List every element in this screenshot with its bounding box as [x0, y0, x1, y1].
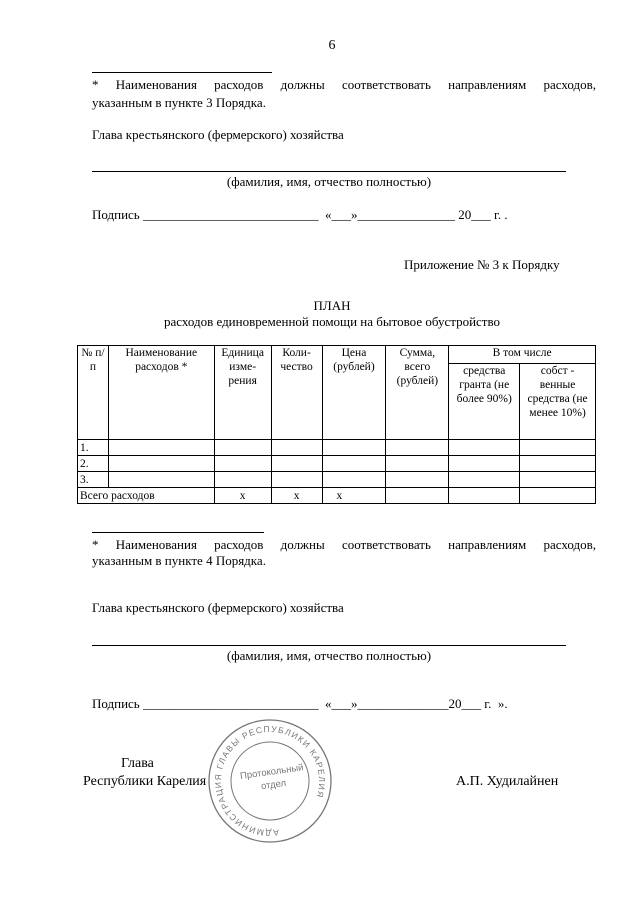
header-own-funds: собст - венные средства (не менее 10%)	[520, 364, 596, 440]
x-mark: х	[214, 488, 271, 504]
header-expense-name: Наименование расходов *	[108, 346, 214, 440]
table-row	[78, 440, 596, 456]
x-mark: х	[271, 488, 322, 504]
footnote-line: * Наименования расходов должны соответствовать направлениям расходов,	[92, 77, 596, 92]
page-number: 6	[328, 38, 336, 53]
header-price: Цена (рублей)	[322, 346, 386, 440]
seal-center-text: Протокольный	[239, 762, 305, 783]
footnote-line: указанным в пункте 3 Порядка.	[92, 95, 266, 110]
expense-plan-table	[77, 345, 596, 504]
farm-head-label: Глава крестьянского (фермерского) хозяйства	[92, 127, 344, 142]
row-number: 1.	[78, 440, 109, 456]
farm-head-label: Глава крестьянского (фермерского) хозяйства	[92, 600, 344, 615]
total-row	[78, 488, 596, 504]
appendix-label: Приложение № 3 к Порядку	[404, 257, 560, 272]
footnote-line: указанным в пункте 4 Порядка.	[92, 553, 266, 568]
signature-line: Подпись ___________________________ «___»_______________ 20___ г. .	[92, 207, 508, 222]
header-total-sum: Сумма, всего (рублей)	[386, 346, 449, 440]
fio-line	[92, 171, 566, 172]
table-row	[78, 472, 596, 488]
footnote-separator	[92, 532, 264, 533]
x-mark: х	[322, 488, 386, 504]
footnote-separator	[92, 72, 272, 73]
fio-line	[92, 645, 566, 646]
signatory-title: Республики Карелия	[83, 774, 207, 789]
header-quantity: Коли-чество	[271, 346, 322, 440]
row-number: 2.	[78, 456, 109, 472]
signatory-title: Глава	[121, 756, 154, 771]
seal-ring-text: АДМИНИСТРАЦИЯ ГЛАВЫ РЕСПУБЛИКИ КАРЕЛИЯ	[212, 723, 328, 839]
fio-caption: (фамилия, имя, отчество полностью)	[226, 174, 432, 189]
signature-line: Подпись ___________________________ «___»______________20___ г. ».	[92, 696, 508, 711]
header-number: № п/п	[78, 346, 109, 440]
header-unit: Единица изме-рения	[214, 346, 271, 440]
signatory-name: А.П. Худилайнен	[456, 774, 559, 789]
row-number: 3.	[78, 472, 109, 488]
total-label: Всего расходов	[78, 488, 215, 504]
plan-title: ПЛАН	[313, 298, 351, 313]
seal-center-text: отдел	[260, 777, 287, 793]
header-grant-funds: средства гранта (не более 90%)	[449, 364, 520, 440]
official-seal	[207, 718, 333, 844]
table-row	[78, 456, 596, 472]
footnote-line: * Наименования расходов должны соответствовать направлениям расходов,	[92, 537, 596, 552]
plan-subtitle: расходов единовременной помощи на бытовое обустройство	[163, 314, 501, 329]
header-including: В том числе	[449, 346, 596, 364]
fio-caption: (фамилия, имя, отчество полностью)	[226, 648, 432, 663]
